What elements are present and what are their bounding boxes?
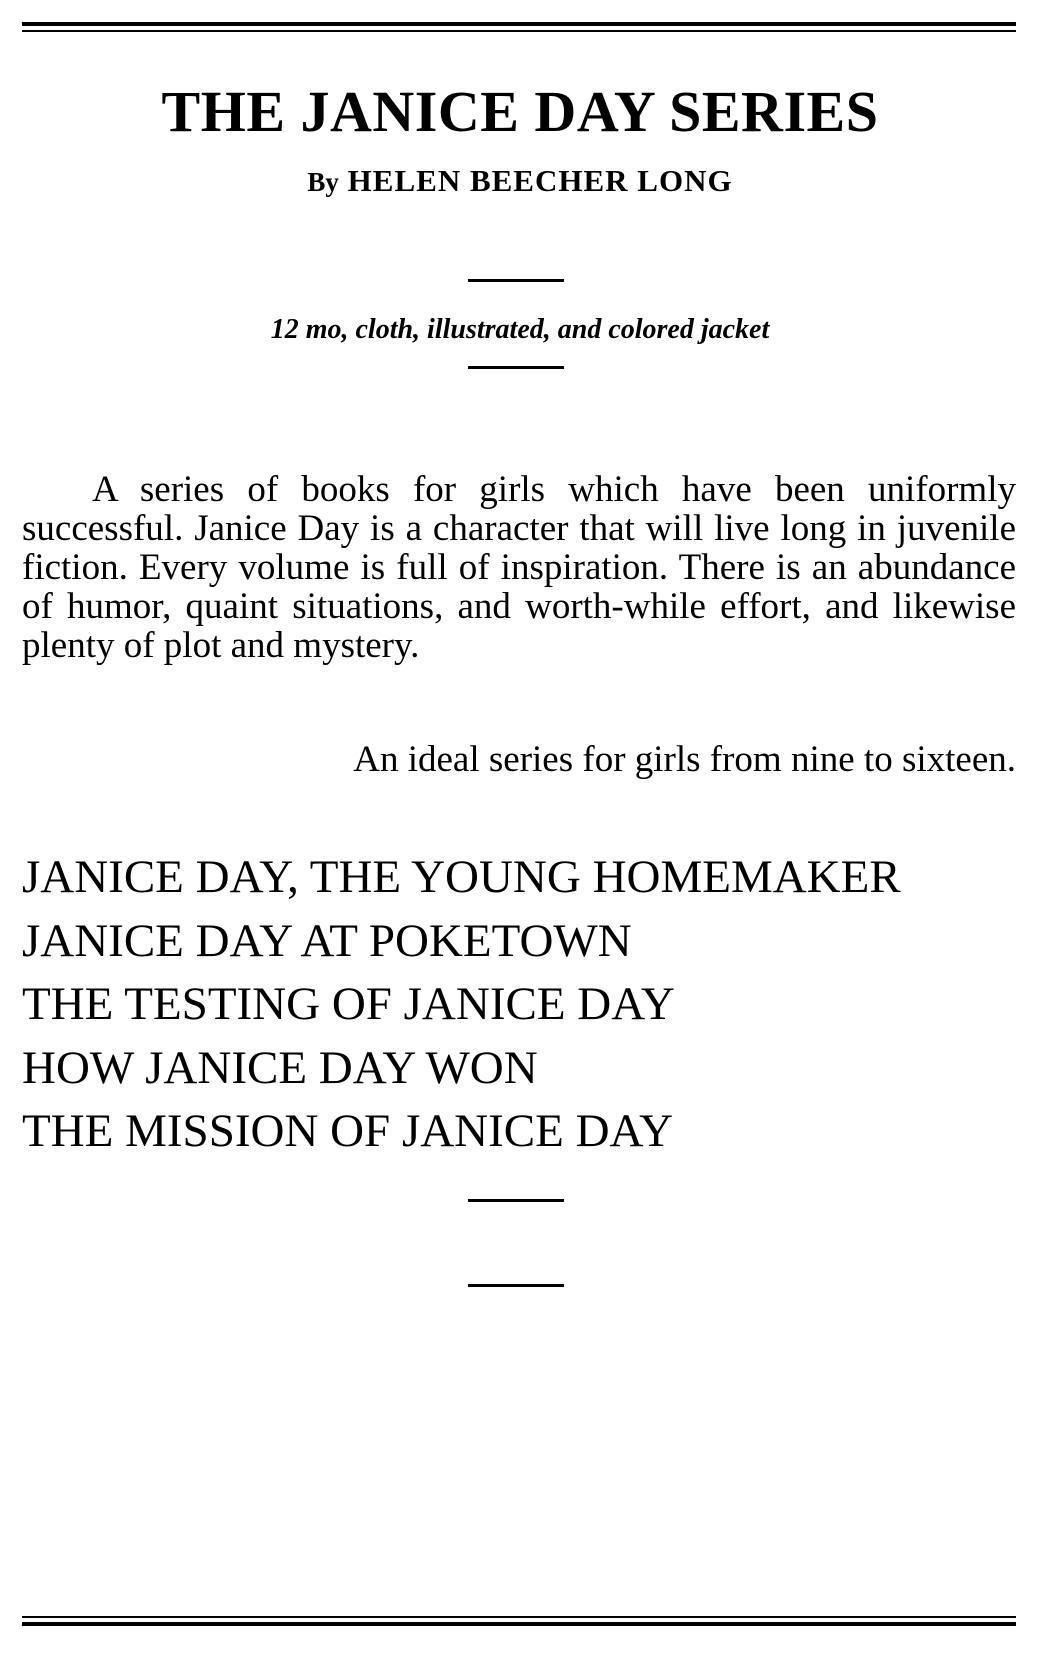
book-title: THE MISSION OF JANICE DAY — [22, 1105, 674, 1157]
top-rule-thick — [22, 22, 1016, 26]
bottom-rule-thick — [22, 1622, 1016, 1626]
bottom-double-rule — [22, 1616, 1016, 1626]
series-tagline: An ideal series for girls from nine to sixteen. — [353, 739, 1016, 780]
format-note: 12 mo, cloth, illustrated, and colored jacket — [270, 314, 770, 345]
book-title: HOW JANICE DAY WON — [22, 1041, 538, 1094]
by-label: By — [307, 167, 339, 197]
divider-rule-1 — [468, 279, 564, 282]
divider-rule-2 — [468, 366, 564, 369]
book-title: THE TESTING OF JANICE DAY — [22, 978, 675, 1030]
divider-rule-4 — [468, 1284, 564, 1287]
top-double-rule — [22, 22, 1016, 32]
divider-rule-3 — [468, 1199, 564, 1202]
book-title-list — [22, 846, 1016, 1164]
page-title: THE JANICE DAY SERIES — [161, 79, 879, 144]
author-name: HELEN BEECHER LONG — [347, 163, 733, 198]
bottom-rule-thin — [22, 1616, 1016, 1618]
book-title: JANICE DAY AT POKETOWN — [22, 914, 632, 967]
series-description: A series of books for girls which have been uniformly successful. Janice Day is a character that will live long in juvenile fiction. Every volume is full of inspiration. There is an abundance of humor, quaint situations, and worth-while effort, and likewise plenty of plot and mystery. — [22, 469, 1016, 666]
top-rule-thin — [22, 30, 1016, 32]
author-byline — [0, 162, 1040, 201]
book-title: JANICE DAY, THE YOUNG HOMEMAKER — [22, 851, 901, 903]
